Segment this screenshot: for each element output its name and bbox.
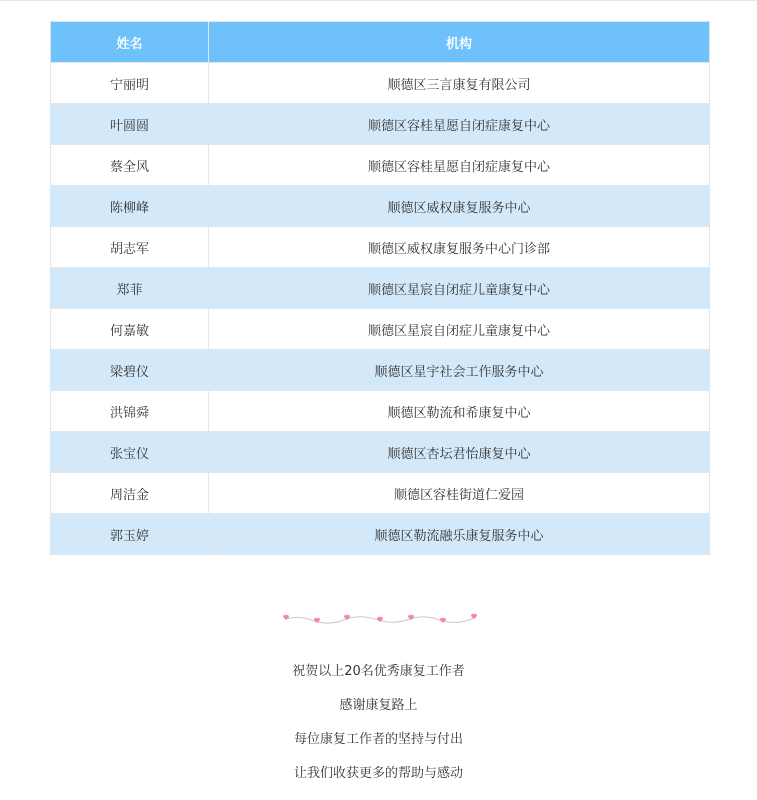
cell-name: 何嘉敏 (51, 309, 209, 350)
table-row (51, 350, 710, 391)
heart-icon (471, 614, 477, 619)
cell-name: 梁碧仪 (51, 350, 209, 391)
table-header-row (51, 22, 710, 63)
cell-name: 张宝仪 (51, 432, 209, 473)
table-row (51, 432, 710, 473)
cell-org: 顺德区杏坛君怡康复中心 (209, 432, 710, 473)
cell-name: 胡志军 (51, 227, 209, 268)
table-row (51, 145, 710, 186)
heart-garland-divider (283, 611, 477, 627)
cell-name: 宁丽明 (51, 63, 209, 104)
awardee-table-container (50, 21, 709, 555)
table-row (51, 514, 710, 555)
cell-org: 顺德区星宸自闭症儿童康复中心 (209, 309, 710, 350)
cell-org: 顺德区威权康复服务中心门诊部 (209, 227, 710, 268)
header-name: 姓名 (51, 22, 209, 63)
cell-org: 顺德区容桂星愿自闭症康复中心 (209, 104, 710, 145)
cell-org: 顺德区容桂街道仁爱园 (209, 473, 710, 514)
table-row (51, 104, 710, 145)
heart-icon (283, 615, 289, 620)
table-row (51, 309, 710, 350)
cell-name: 周洁金 (51, 473, 209, 514)
cell-name: 蔡全风 (51, 145, 209, 186)
table-row (51, 63, 710, 104)
header-org: 机构 (209, 22, 710, 63)
message-line-2: 感谢康复路上 (339, 698, 418, 713)
table-row (51, 391, 710, 432)
cell-org: 顺德区威权康复服务中心 (209, 186, 710, 227)
table-row (51, 227, 710, 268)
cell-org: 顺德区容桂星愿自闭症康复中心 (209, 145, 710, 186)
cell-org: 顺德区星宇社会工作服务中心 (209, 350, 710, 391)
top-divider (0, 0, 757, 1)
cell-name: 郭玉婷 (51, 514, 209, 555)
message-line-1: 祝贺以上20名优秀康复工作者 (292, 664, 465, 679)
cell-name: 郑菲 (51, 268, 209, 309)
table-row (51, 268, 710, 309)
cell-name: 陈柳峰 (51, 186, 209, 227)
cell-org: 顺德区三言康复有限公司 (209, 63, 710, 104)
message-line-4: 让我们收获更多的帮助与感动 (293, 766, 463, 781)
cell-org: 顺德区星宸自闭症儿童康复中心 (209, 268, 710, 309)
cell-org: 顺德区勒流和希康复中心 (209, 391, 710, 432)
table-row (51, 186, 710, 227)
cell-name: 叶圆圆 (51, 104, 209, 145)
message-line-3: 每位康复工作者的坚持与付出 (293, 732, 463, 747)
cell-name: 洪锦舜 (51, 391, 209, 432)
table-row (51, 473, 710, 514)
cell-org: 顺德区勒流融乐康复服务中心 (209, 514, 710, 555)
heart-icon (440, 618, 446, 623)
awardee-table (50, 21, 710, 555)
